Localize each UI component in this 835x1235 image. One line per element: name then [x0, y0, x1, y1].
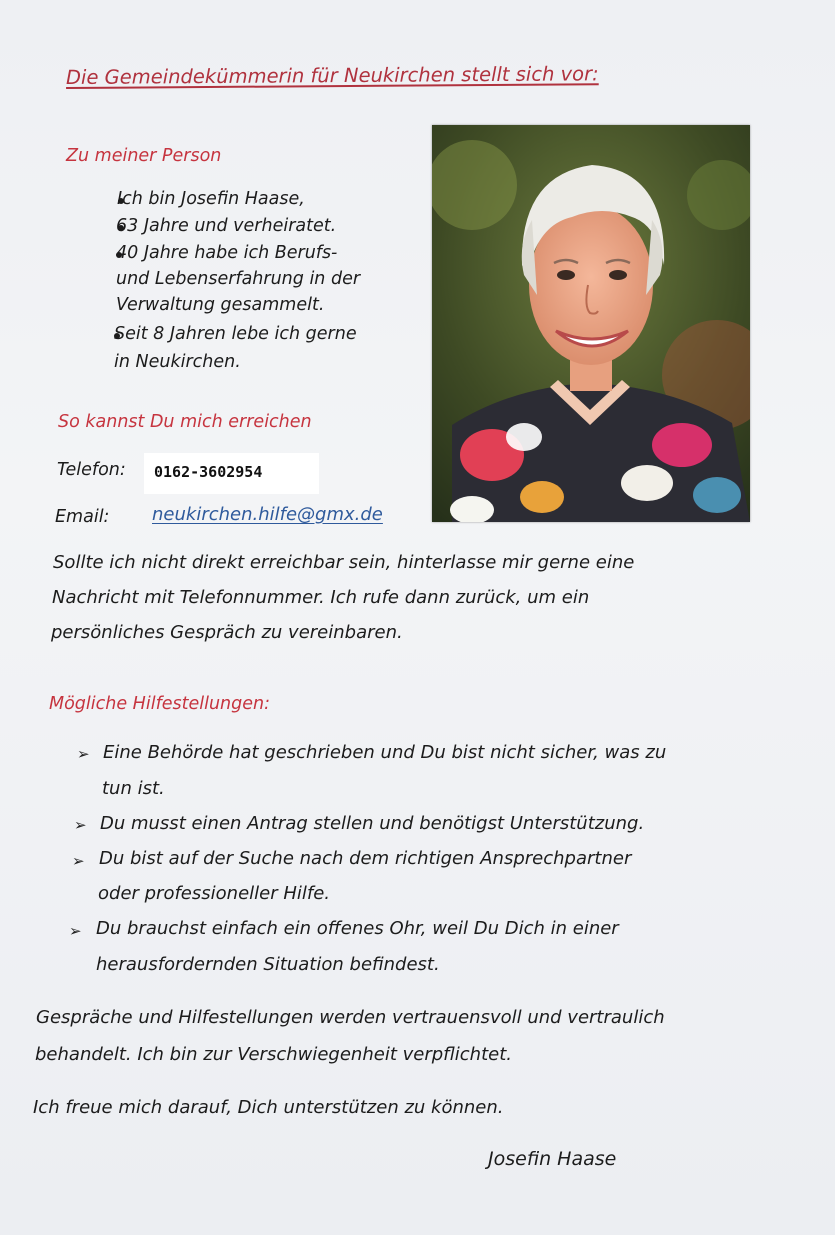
arrow-bullet-icon: ➢ [69, 922, 82, 940]
arrow-bullet-icon: ➢ [74, 816, 87, 834]
note-line-2: Nachricht mit Telefonnummer. Ich rufe dann zurück, um ein [52, 587, 590, 608]
help-item-2: Du musst einen Antrag stellen und benötigst Unterstützung. [100, 813, 645, 834]
help-item-4-line-2: herausfordernden Situation befindest. [96, 954, 440, 975]
note-line-3: persönliches Gespräch zu vereinbaren. [51, 622, 403, 643]
phone-value: 0162-3602954 [154, 463, 263, 481]
help-item-1-line-1: Eine Behörde hat geschrieben und Du bist nicht sicher, was zu [103, 742, 667, 763]
help-item-1-line-2: tun ist. [102, 778, 165, 799]
person-bullet-3-line-2: und Lebenserfahrung in der [116, 269, 361, 289]
email-link[interactable]: neukirchen.hilfe@gmx.de [152, 504, 383, 525]
person-bullet-2: 63 Jahre und verheiratet. [116, 216, 337, 236]
portrait-photo [432, 125, 750, 522]
arrow-bullet-icon: ➢ [72, 852, 85, 870]
confidential-line-2: behandelt. Ich bin zur Verschwiegenheit verpflichtet. [35, 1044, 512, 1065]
help-item-3-line-2: oder professioneller Hilfe. [98, 883, 331, 904]
note-line-1: Sollte ich nicht direkt erreichbar sein, hinterlasse mir gerne eine [53, 552, 635, 573]
person-bullet-4-line-2: in Neukirchen. [114, 352, 241, 372]
person-bullet-3-line-3: Verwaltung gesammelt. [116, 295, 325, 315]
help-item-4-line-1: Du brauchst einfach ein offenes Ohr, weil Du Dich in einer [96, 918, 619, 939]
arrow-bullet-icon: ➢ [77, 745, 90, 763]
person-bullet-1: Ich bin Josefin Haase, [117, 189, 305, 209]
person-bullet-3-line-1: 40 Jahre habe ich Berufs- [116, 243, 338, 263]
page-title: Die Gemeindekümmerin für Neukirchen stellt sich vor: [65, 62, 599, 89]
confidential-line-1: Gespräche und Hilfestellungen werden vertrauensvoll und vertraulich [36, 1007, 665, 1028]
person-bullet-4-line-1: Seit 8 Jahren lebe ich gerne [114, 324, 357, 344]
phone-label: Telefon: [57, 460, 126, 480]
closing-text: Ich freue mich darauf, Dich unterstützen zu können. [33, 1097, 504, 1118]
email-label: Email: [55, 507, 110, 527]
help-heading: Mögliche Hilfestellungen: [49, 694, 271, 714]
signature: Josefin Haase [488, 1148, 617, 1170]
person-heading: Zu meiner Person [66, 146, 222, 166]
contact-heading: So kannst Du mich erreichen [58, 412, 312, 432]
help-item-3-line-1: Du bist auf der Suche nach dem richtigen Ansprechpartner [99, 848, 632, 869]
